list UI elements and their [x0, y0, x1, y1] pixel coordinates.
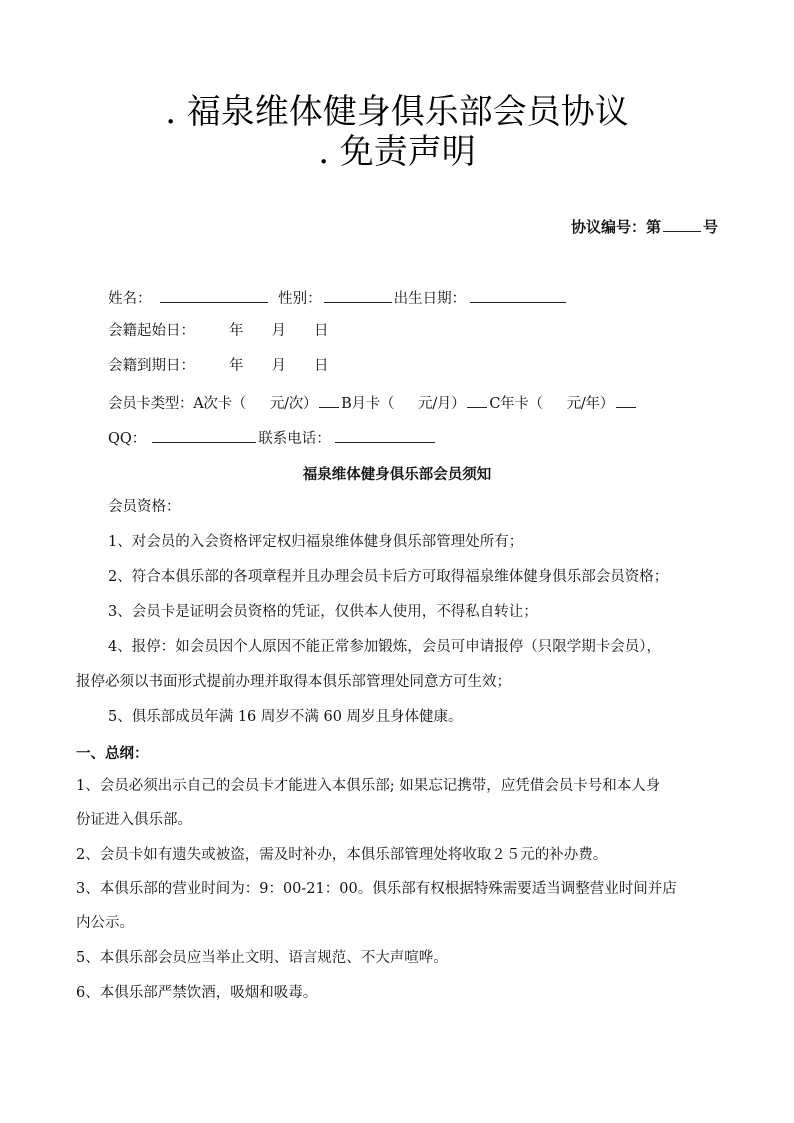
agreement-number-suffix: 号	[702, 218, 718, 236]
card-a-unit: 元/次）	[269, 396, 318, 412]
qualification-heading: 会员资格：	[108, 499, 181, 515]
gender-field[interactable]	[324, 288, 392, 303]
card-b-unit: 元/月）	[418, 396, 466, 412]
document-title: . 福泉维体健身俱乐部会员协议	[165, 92, 629, 132]
card-a-option: A次卡（	[193, 396, 246, 412]
gender-label: 性别：	[278, 291, 322, 307]
card-c-field[interactable]	[616, 393, 636, 408]
general-item: 2、会员卡如有遗失或被盗，需及时补办，本俱乐部管理处将收取２５元的补办费。	[76, 847, 608, 863]
card-c-option: C年卡（	[489, 396, 543, 412]
agreement-number-label: 协议编号：第	[570, 218, 661, 236]
card-type-label: 会员卡类型：	[108, 396, 194, 412]
qualification-item: 5、俱乐部成员年满 16 周岁不满 60 周岁且身体健康。	[108, 709, 463, 725]
start-day: 日	[314, 323, 329, 339]
agreement-number	[571, 216, 718, 237]
start-month: 月	[271, 323, 286, 339]
birthdate-label: 出生日期：	[393, 291, 467, 307]
agreement-number-field[interactable]	[663, 217, 701, 232]
personal-info-row	[108, 288, 568, 309]
phone-field[interactable]	[335, 428, 435, 443]
qq-field[interactable]	[152, 428, 256, 443]
card-c-unit: 元/年）	[566, 396, 614, 412]
qualification-item-continued: 报停必须以书面形式提前办理并取得本俱乐部管理处同意方可生效；	[76, 674, 511, 690]
general-item: 1、会员必须出示自己的会员卡才能进入本俱乐部; 如果忘记携带，应凭借会员卡号和本人身	[76, 778, 661, 794]
birthdate-field[interactable]	[470, 288, 566, 303]
general-item-continued: 内公示。	[76, 915, 134, 931]
membership-end-row	[108, 356, 329, 376]
card-a-field[interactable]	[319, 393, 339, 408]
end-year: 年	[229, 358, 244, 374]
general-heading: 一、总纲：	[76, 746, 149, 762]
qq-label: QQ：	[108, 431, 147, 447]
qualification-item: 4、报停：如会员因个人原因不能正常参加锻炼，会员可申请报停（只限学期卡会员），	[108, 639, 661, 655]
card-b-option: B月卡（	[341, 396, 395, 412]
name-label: 姓名：	[108, 291, 152, 307]
membership-start-row	[108, 321, 329, 341]
qualification-item: 3、会员卡是证明会员资格的凭证，仅供本人使用，不得私自转让；	[108, 604, 538, 620]
document-subtitle: . 免责声明	[318, 132, 476, 172]
end-date-label: 会籍到期日：	[108, 358, 195, 374]
name-field[interactable]	[160, 288, 268, 303]
general-item-continued: 份证进入俱乐部。	[76, 812, 192, 828]
notice-title: 福泉维体健身俱乐部会员须知	[302, 467, 492, 483]
qualification-item: 2、符合本俱乐部的各项章程并且办理会员卡后方可取得福泉维体健身俱乐部会员资格；	[108, 569, 669, 585]
card-b-field[interactable]	[467, 393, 487, 408]
general-item: 5、本俱乐部会员应当举止文明、语言规范、不大声喧哗。	[76, 950, 448, 966]
start-year: 年	[229, 323, 244, 339]
general-item: 6、本俱乐部严禁饮酒，吸烟和吸毒。	[76, 985, 318, 1001]
card-type-row	[108, 393, 638, 414]
phone-label: 联系电话：	[258, 431, 331, 447]
contact-row	[108, 428, 437, 449]
start-date-label: 会籍起始日：	[108, 323, 195, 339]
qualification-item: 1、对会员的入会资格评定权归福泉维体健身俱乐部管理处所有；	[108, 534, 524, 550]
end-month: 月	[271, 358, 286, 374]
general-item: 3、本俱乐部的营业时间为：9：00-21：00。俱乐部有权根据特殊需要适当调整营业时间并店	[76, 881, 677, 897]
end-day: 日	[314, 358, 329, 374]
